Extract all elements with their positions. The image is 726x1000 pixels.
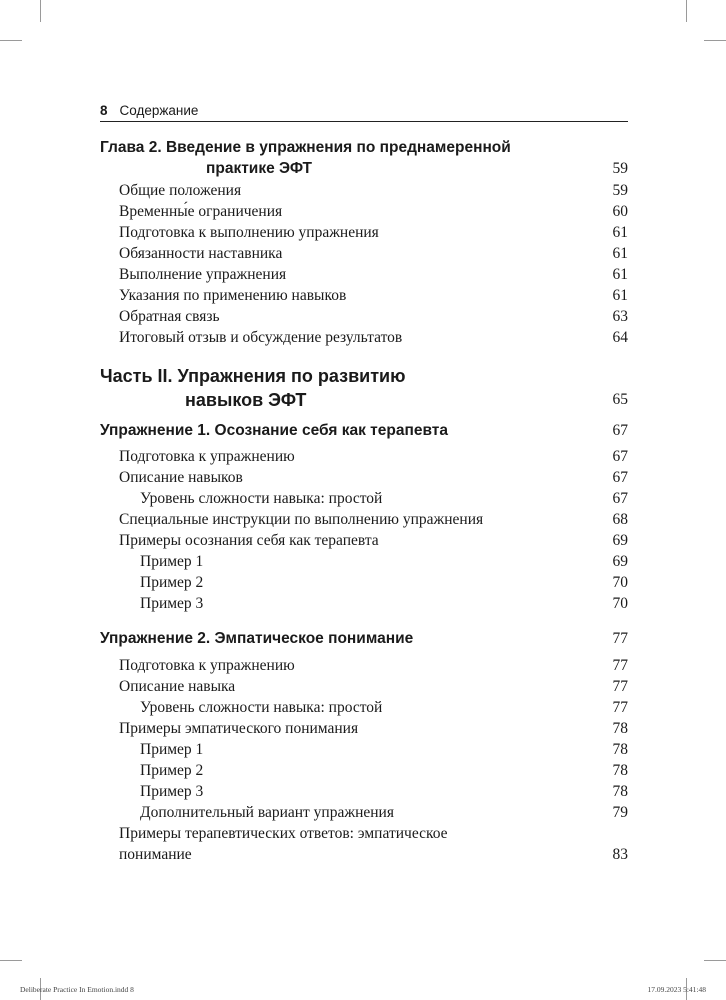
toc-entry-title: Часть II. Упражнения по развитию	[100, 366, 406, 386]
running-header	[100, 103, 628, 119]
toc-entry-page: 67	[612, 469, 628, 486]
toc-entry[interactable]	[100, 306, 628, 327]
toc-entry-page: 69	[612, 553, 628, 570]
toc-entry-page: 65	[612, 391, 628, 408]
crop-mark	[686, 0, 687, 22]
toc-entry-title: Примеры терапевтических ответов: эмпатическое	[119, 825, 448, 842]
toc-entry[interactable]	[100, 530, 628, 551]
toc-entry[interactable]	[100, 697, 628, 718]
toc-entry-page: 67	[612, 422, 628, 439]
crop-mark	[0, 960, 22, 961]
toc-entry-page: 61	[612, 245, 628, 262]
toc-entry-page: 77	[612, 630, 628, 647]
footer-timestamp: 17.09.2023 5:41:48	[647, 985, 706, 994]
toc-entry[interactable]	[100, 222, 628, 243]
toc-entry[interactable]	[100, 243, 628, 264]
toc-entry-title: Уровень сложности навыка: простой	[140, 699, 383, 716]
toc-entry[interactable]	[100, 467, 628, 488]
toc-entry-page: 67	[612, 490, 628, 507]
toc-entry-title: Подготовка к выполнению упражнения	[119, 224, 379, 241]
toc-entry-page: 78	[612, 720, 628, 737]
toc-entry-title: Итоговый отзыв и обсуждение результатов	[119, 329, 403, 346]
toc-entry-title: Глава 2. Введение в упражнения по преднамеренной	[100, 139, 511, 156]
toc-entry[interactable]	[100, 572, 628, 593]
toc-entry[interactable]	[100, 739, 628, 760]
toc-entry-page: 61	[612, 266, 628, 283]
toc-entry-title: Пример 1	[140, 553, 204, 570]
toc-entry-page: 69	[612, 532, 628, 549]
toc-entry-page: 83	[612, 846, 628, 863]
toc-entry-title: Упражнение 1. Осознание себя как терапевта	[100, 422, 448, 439]
toc-entry-page: 68	[612, 511, 628, 528]
toc-entry-page: 61	[612, 287, 628, 304]
toc-entry-title: Общие положения	[119, 182, 242, 199]
toc-entry[interactable]	[100, 760, 628, 781]
toc-entry[interactable]	[100, 655, 628, 676]
toc-entry-title: Подготовка к упражнению	[119, 657, 295, 674]
toc-entry-page: 61	[612, 224, 628, 241]
toc-entry[interactable]	[100, 781, 628, 802]
toc-entry[interactable]	[100, 364, 628, 412]
toc-entry-title: Обратная связь	[119, 308, 220, 325]
toc-entry-page: 60	[612, 203, 628, 220]
toc-entry[interactable]	[100, 802, 628, 823]
toc-entry-page: 78	[612, 762, 628, 779]
toc-entry-title: Пример 2	[140, 574, 204, 591]
toc-entry-page: 67	[612, 448, 628, 465]
toc-entry[interactable]	[100, 285, 628, 306]
toc-entry-title: понимание	[119, 846, 192, 863]
toc-entry[interactable]	[100, 420, 628, 441]
toc-entry-title: Уровень сложности навыка: простой	[140, 490, 383, 507]
toc-entry-title: практике ЭФТ	[206, 160, 312, 177]
toc-entry-page: 77	[612, 657, 628, 674]
footer-file: Deliberate Practice In Emotion.indd 8	[20, 985, 134, 994]
toc-entry-page: 59	[612, 182, 628, 199]
toc-entry[interactable]	[100, 264, 628, 285]
toc-entry-title: Выполнение упражнения	[119, 266, 287, 283]
toc-entry[interactable]	[100, 718, 628, 739]
page-number: 8	[100, 103, 108, 118]
toc-entry-title: Пример 1	[140, 741, 204, 758]
section-title: Содержание	[119, 103, 199, 118]
toc-entry-title: Специальные инструкции по выполнению упражнения	[119, 511, 484, 528]
toc-entry-title: Временны́е ограничения	[119, 203, 283, 220]
toc-entry-title: Упражнение 2. Эмпатическое понимание	[100, 630, 414, 647]
toc-entry-title: Обязанности наставника	[119, 245, 283, 262]
toc-entry-title: Описание навыков	[119, 469, 243, 486]
toc-entry[interactable]	[100, 593, 628, 614]
toc-entry[interactable]	[100, 551, 628, 572]
toc-entry-title: Подготовка к упражнению	[119, 448, 295, 465]
toc-entry-title: Дополнительный вариант упражнения	[140, 804, 394, 821]
toc-entry-page: 78	[612, 783, 628, 800]
toc-entry[interactable]	[100, 201, 628, 222]
toc-entry[interactable]	[100, 509, 628, 530]
toc-entry-page: 78	[612, 741, 628, 758]
toc-entry[interactable]	[100, 327, 628, 348]
toc-entry-page: 79	[612, 804, 628, 821]
toc-entry-page: 77	[612, 678, 628, 695]
toc-entry-title: Указания по применению навыков	[119, 287, 347, 304]
toc-entry[interactable]	[100, 446, 628, 467]
toc-entry[interactable]	[100, 823, 628, 865]
toc-entry-page: 70	[612, 574, 628, 591]
toc-entry[interactable]	[100, 676, 628, 697]
crop-mark	[704, 960, 726, 961]
toc-entry-page: 63	[612, 308, 628, 325]
crop-mark	[0, 40, 22, 41]
toc-entry-page: 77	[612, 699, 628, 716]
toc-entry-title: Примеры осознания себя как терапевта	[119, 532, 379, 549]
toc-entry-title: Описание навыка	[119, 678, 236, 695]
toc-entry-title: навыков ЭФТ	[185, 390, 307, 410]
toc-entry-page: 59	[612, 160, 628, 177]
crop-mark	[704, 40, 726, 41]
toc-entry-title: Пример 2	[140, 762, 204, 779]
toc-entry[interactable]	[100, 180, 628, 201]
header-rule	[100, 121, 628, 122]
toc-entry-title: Примеры эмпатического понимания	[119, 720, 359, 737]
toc-entry-title: Пример 3	[140, 783, 204, 800]
toc-entry-title: Пример 3	[140, 595, 204, 612]
toc-entry[interactable]	[100, 137, 628, 179]
crop-mark	[40, 0, 41, 22]
toc-entry-page: 70	[612, 595, 628, 612]
toc-entry[interactable]	[100, 488, 628, 509]
toc-entry-page: 64	[612, 329, 628, 346]
toc-entry[interactable]	[100, 628, 628, 649]
